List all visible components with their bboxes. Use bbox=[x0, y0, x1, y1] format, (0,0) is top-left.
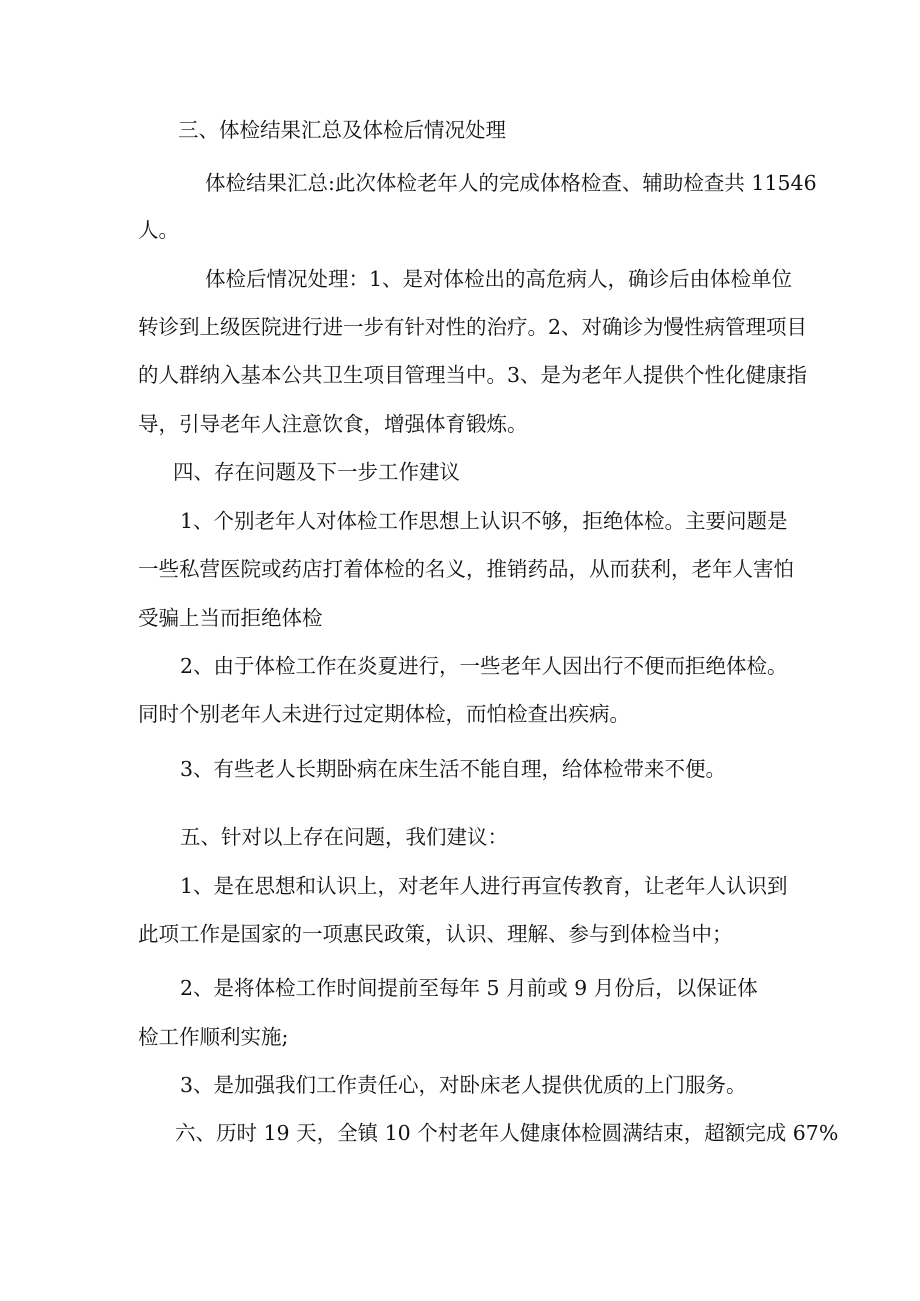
paragraph-line: 人。 bbox=[138, 218, 179, 242]
paragraph-line: 2、是将体检工作时间提前至每年 5 月前或 9 月份后，以保证体 bbox=[180, 976, 758, 1000]
paragraph-line: 此项工作是国家的一项惠民政策，认识、理解、参与到体检当中； bbox=[138, 922, 733, 946]
paragraph-line: 1、是在思想和认识上，对老年人进行再宣传教育，让老年人认识到 bbox=[180, 874, 788, 898]
paragraph-line: 六、历时 19 天，全镇 10 个村老年人健康体检圆满结束，超额完成 67% bbox=[175, 1121, 839, 1145]
paragraph-line: 2、由于体检工作在炎夏进行，一些老年人因出行不便而拒绝体检。 bbox=[180, 654, 788, 678]
paragraph-line: 3、有些老人长期卧病在床生活不能自理，给体检带来不便。 bbox=[180, 757, 727, 781]
paragraph-line: 的人群纳入基本公共卫生项目管理当中。3、是为老年人提供个性化健康指 bbox=[138, 363, 808, 387]
section-4-heading: 四、存在问题及下一步工作建议 bbox=[173, 460, 460, 484]
paragraph-line: 体检后情况处理：1、是对体检出的高危病人，确诊后由体检单位 bbox=[205, 267, 793, 291]
paragraph-line: 检工作顺利实施; bbox=[138, 1025, 289, 1049]
paragraph-line: 一些私营医院或药店打着体检的名义，推销药品，从而获利，老年人害怕 bbox=[138, 557, 794, 581]
paragraph-line: 同时个别老年人未进行过定期体检，而怕检查出疾病。 bbox=[138, 702, 630, 726]
paragraph-line: 体检结果汇总:此次体检老年人的完成体格检查、辅助检查共 11546 bbox=[205, 171, 817, 195]
paragraph-line: 转诊到上级医院进行进一步有针对性的治疗。2、对确诊为慢性病管理项目 bbox=[138, 315, 808, 339]
paragraph-line: 导，引导老年人注意饮食，增强体育锻炼。 bbox=[138, 412, 528, 436]
paragraph-line: 1、个别老年人对体检工作思想上认识不够，拒绝体检。主要问题是 bbox=[180, 509, 788, 533]
section-3-heading: 三、体检结果汇总及体检后情况处理 bbox=[178, 118, 506, 142]
paragraph-line: 受骗上当而拒绝体检 bbox=[138, 606, 323, 630]
section-5-heading: 五、针对以上存在问题，我们建议： bbox=[180, 825, 508, 849]
paragraph-line: 3、是加强我们工作责任心，对卧床老人提供优质的上门服务。 bbox=[180, 1073, 747, 1097]
